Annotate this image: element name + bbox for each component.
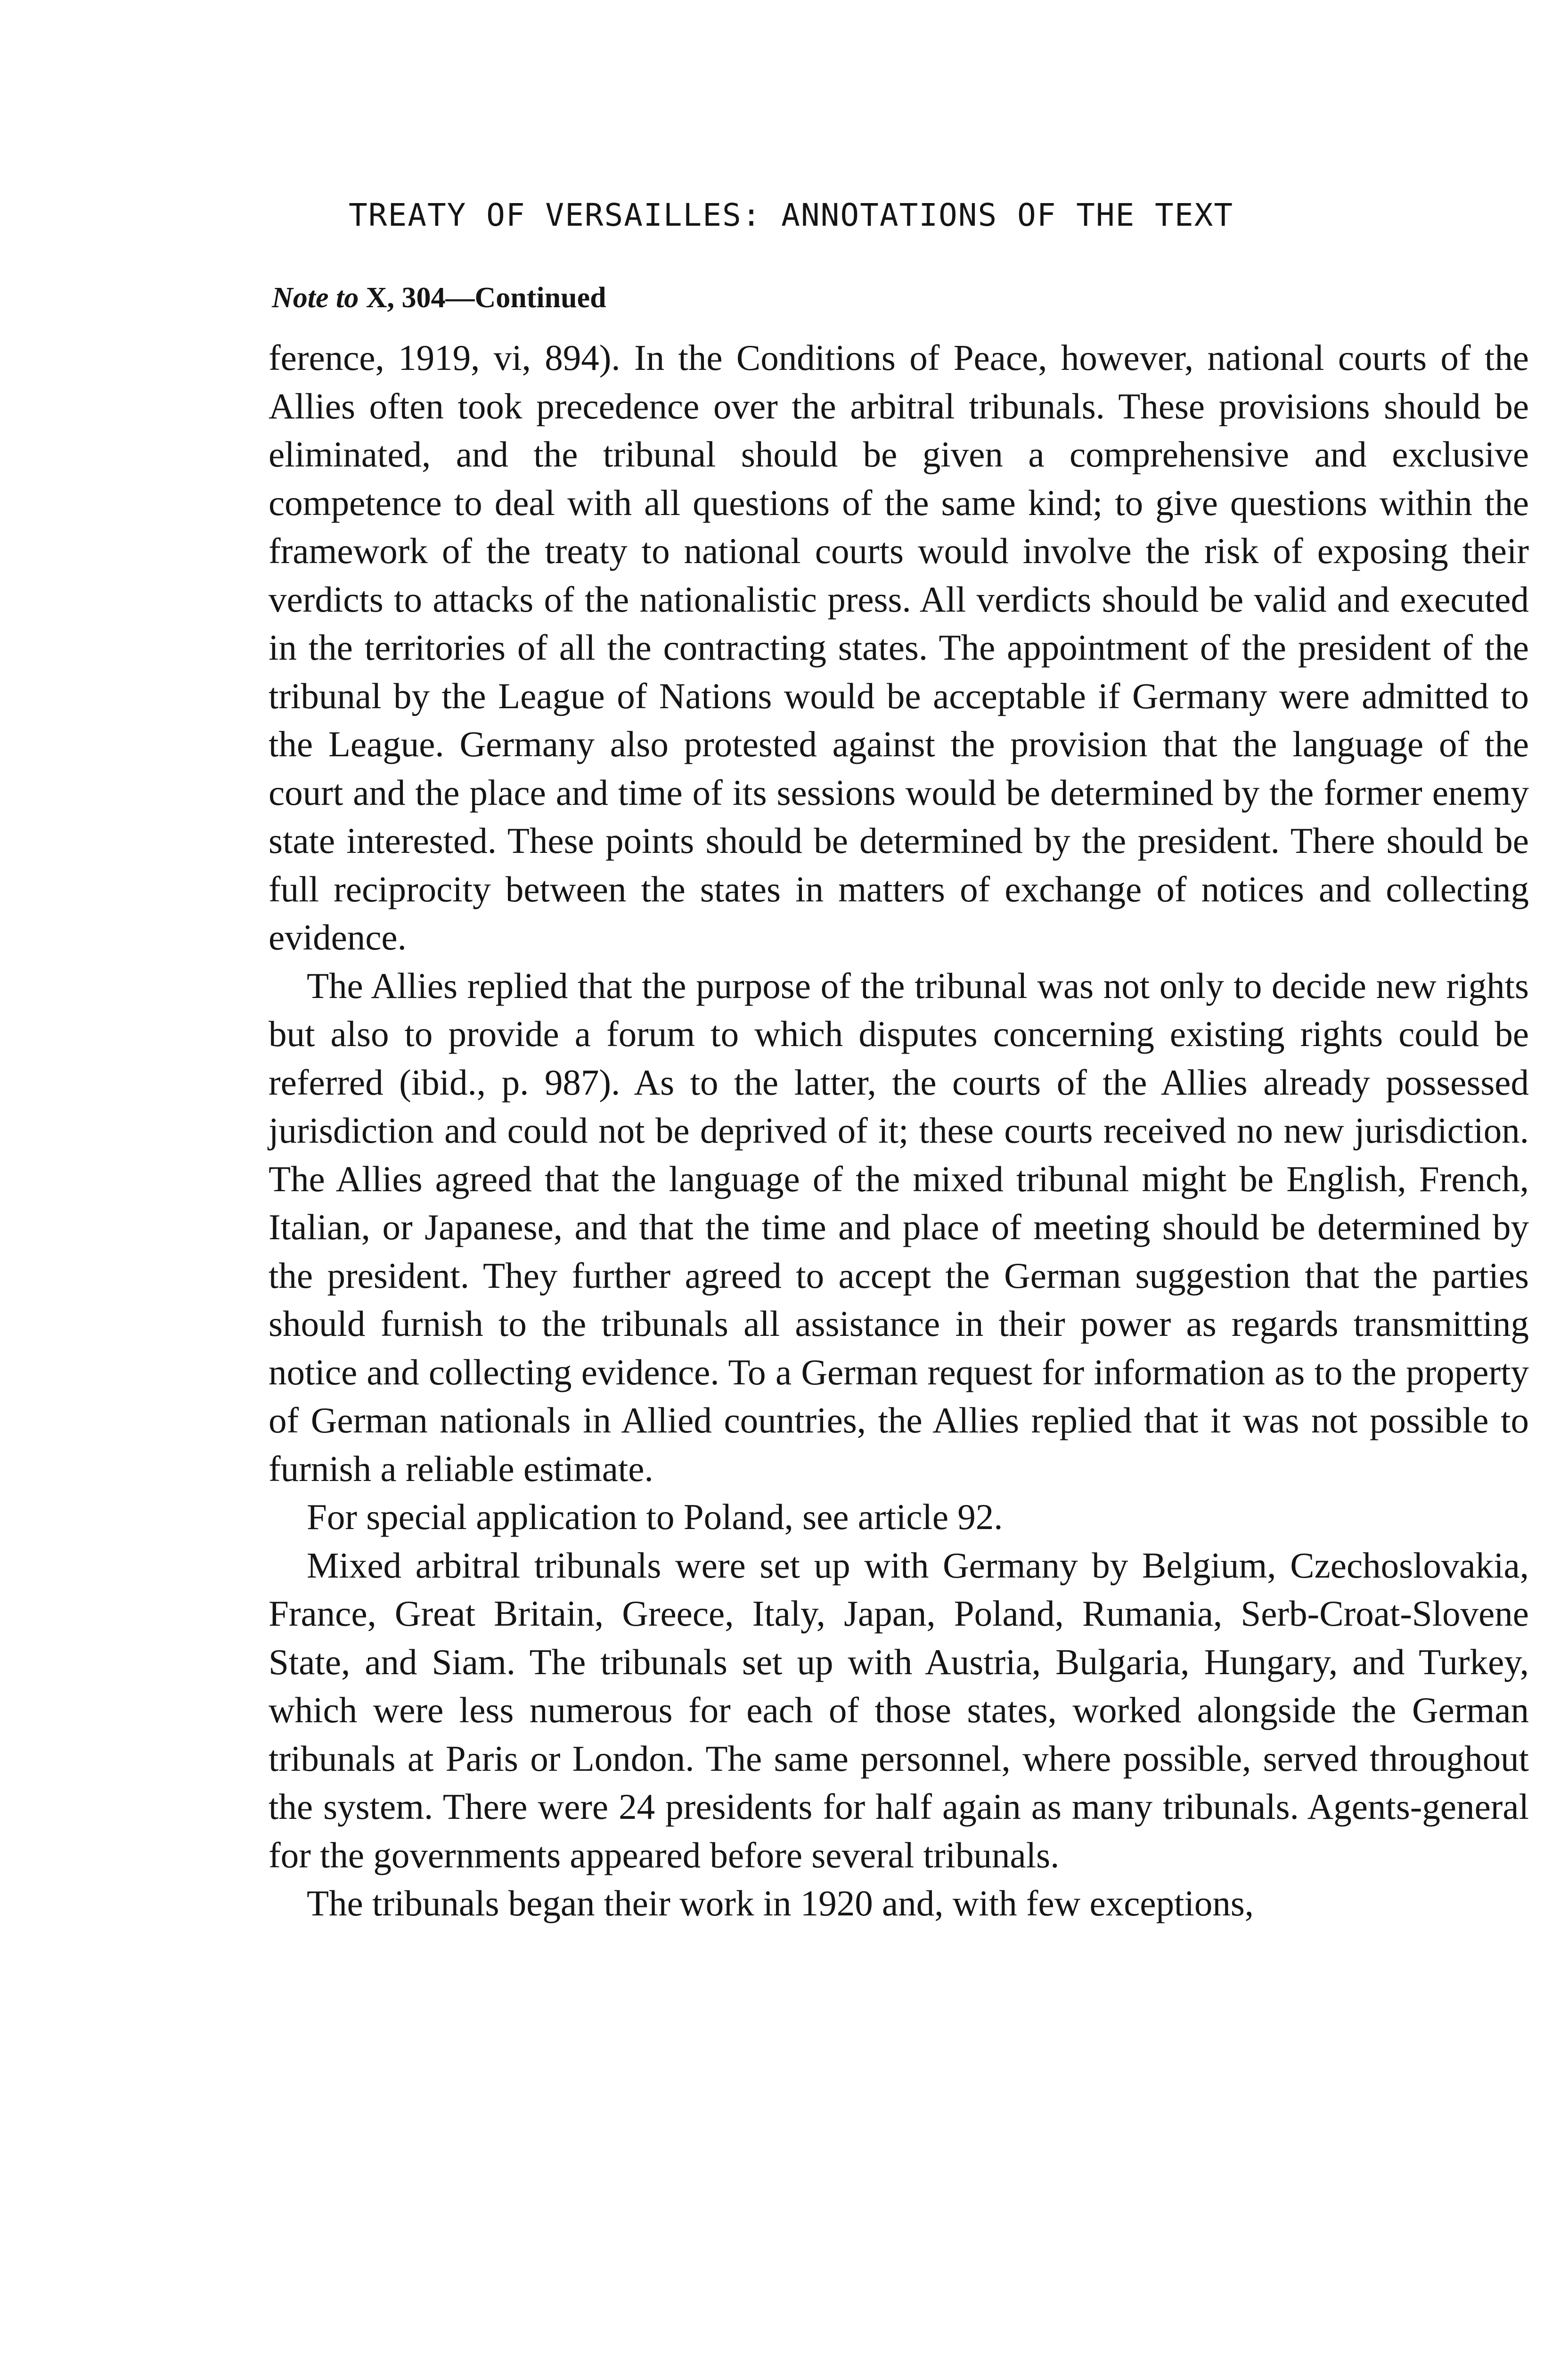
paragraph-allies-replied: The Allies replied that the purpose of the tribunal was not only to decide new rights but also to provide a forum to which disputes concerning existing rights could be referred (ibid., p. 987). As to the latter, the courts of the Allies already possessed jurisdiction and could not be deprived of it; these courts received no new jurisdiction. The Allies agreed that the language of the mixed tribunal might be English, French, Italian, or Japanese, and that the time and place of meeting should be determined by the president. They further agreed to accept the German suggestion that the parties should furnish to the tribunals all assistance in their power as regards transmitting notice and collecting evidence. To a German request for information as to the property of German nationals in Allied countries, the Allies replied that it was not possible to furnish a reliable estimate. (269, 965, 1529, 1489)
note-heading-reference: X, 304—Continued (359, 282, 606, 314)
paragraph-poland-reference: For special application to Poland, see article 92. (307, 1497, 1003, 1537)
body-text (269, 334, 1529, 1928)
running-head: TREATY OF VERSAILLES: ANNOTATIONS OF THE TEXT (349, 197, 1234, 233)
paragraph-mixed-tribunals: Mixed arbitral tribunals were set up with Germany by Belgium, Czechoslovakia, France, Great Britain, Greece, Italy, Japan, Poland, Rumania, Serb-Croat-Slovene State, and Siam. The tribunals set up with Austria, Bulgaria, Hungary, and Turkey, which were less numerous for each of those states, worked alongside the German tribunals at Paris or London. The same personnel, where possible, served throughout the system. There were 24 presidents for half again as many tribunals. Agents-general for the governments appeared before several tribunals. (269, 1545, 1529, 1875)
paragraph-tribunals-began: The tribunals began their work in 1920 and, with few exceptions, (307, 1883, 1254, 1923)
note-heading (272, 281, 606, 315)
note-heading-label: Note to (272, 282, 359, 314)
paragraph-continued: ference, 1919, vi, 894). In the Conditions of Peace, however, national courts of the Allies often took precedence over the arbitral tribunals. These provisions should be eliminated, and the tribunal should be given a comprehensive and exclusive competence to deal with all questions of the same kind; to give questions within the framework of the treaty to national courts would involve the risk of exposing their verdicts to attacks of the nationalistic press. All verdicts should be valid and executed in the territories of all the contracting states. The appointment of the president of the tribunal by the League of Nations would be acceptable if Germany were admitted to the League. Germany also protested against the provision that the language of the court and the place and time of its sessions would be determined by the former enemy state interested. These points should be determined by the president. There should be full reciprocity between the states in matters of exchange of notices and collecting evidence. (269, 337, 1529, 957)
